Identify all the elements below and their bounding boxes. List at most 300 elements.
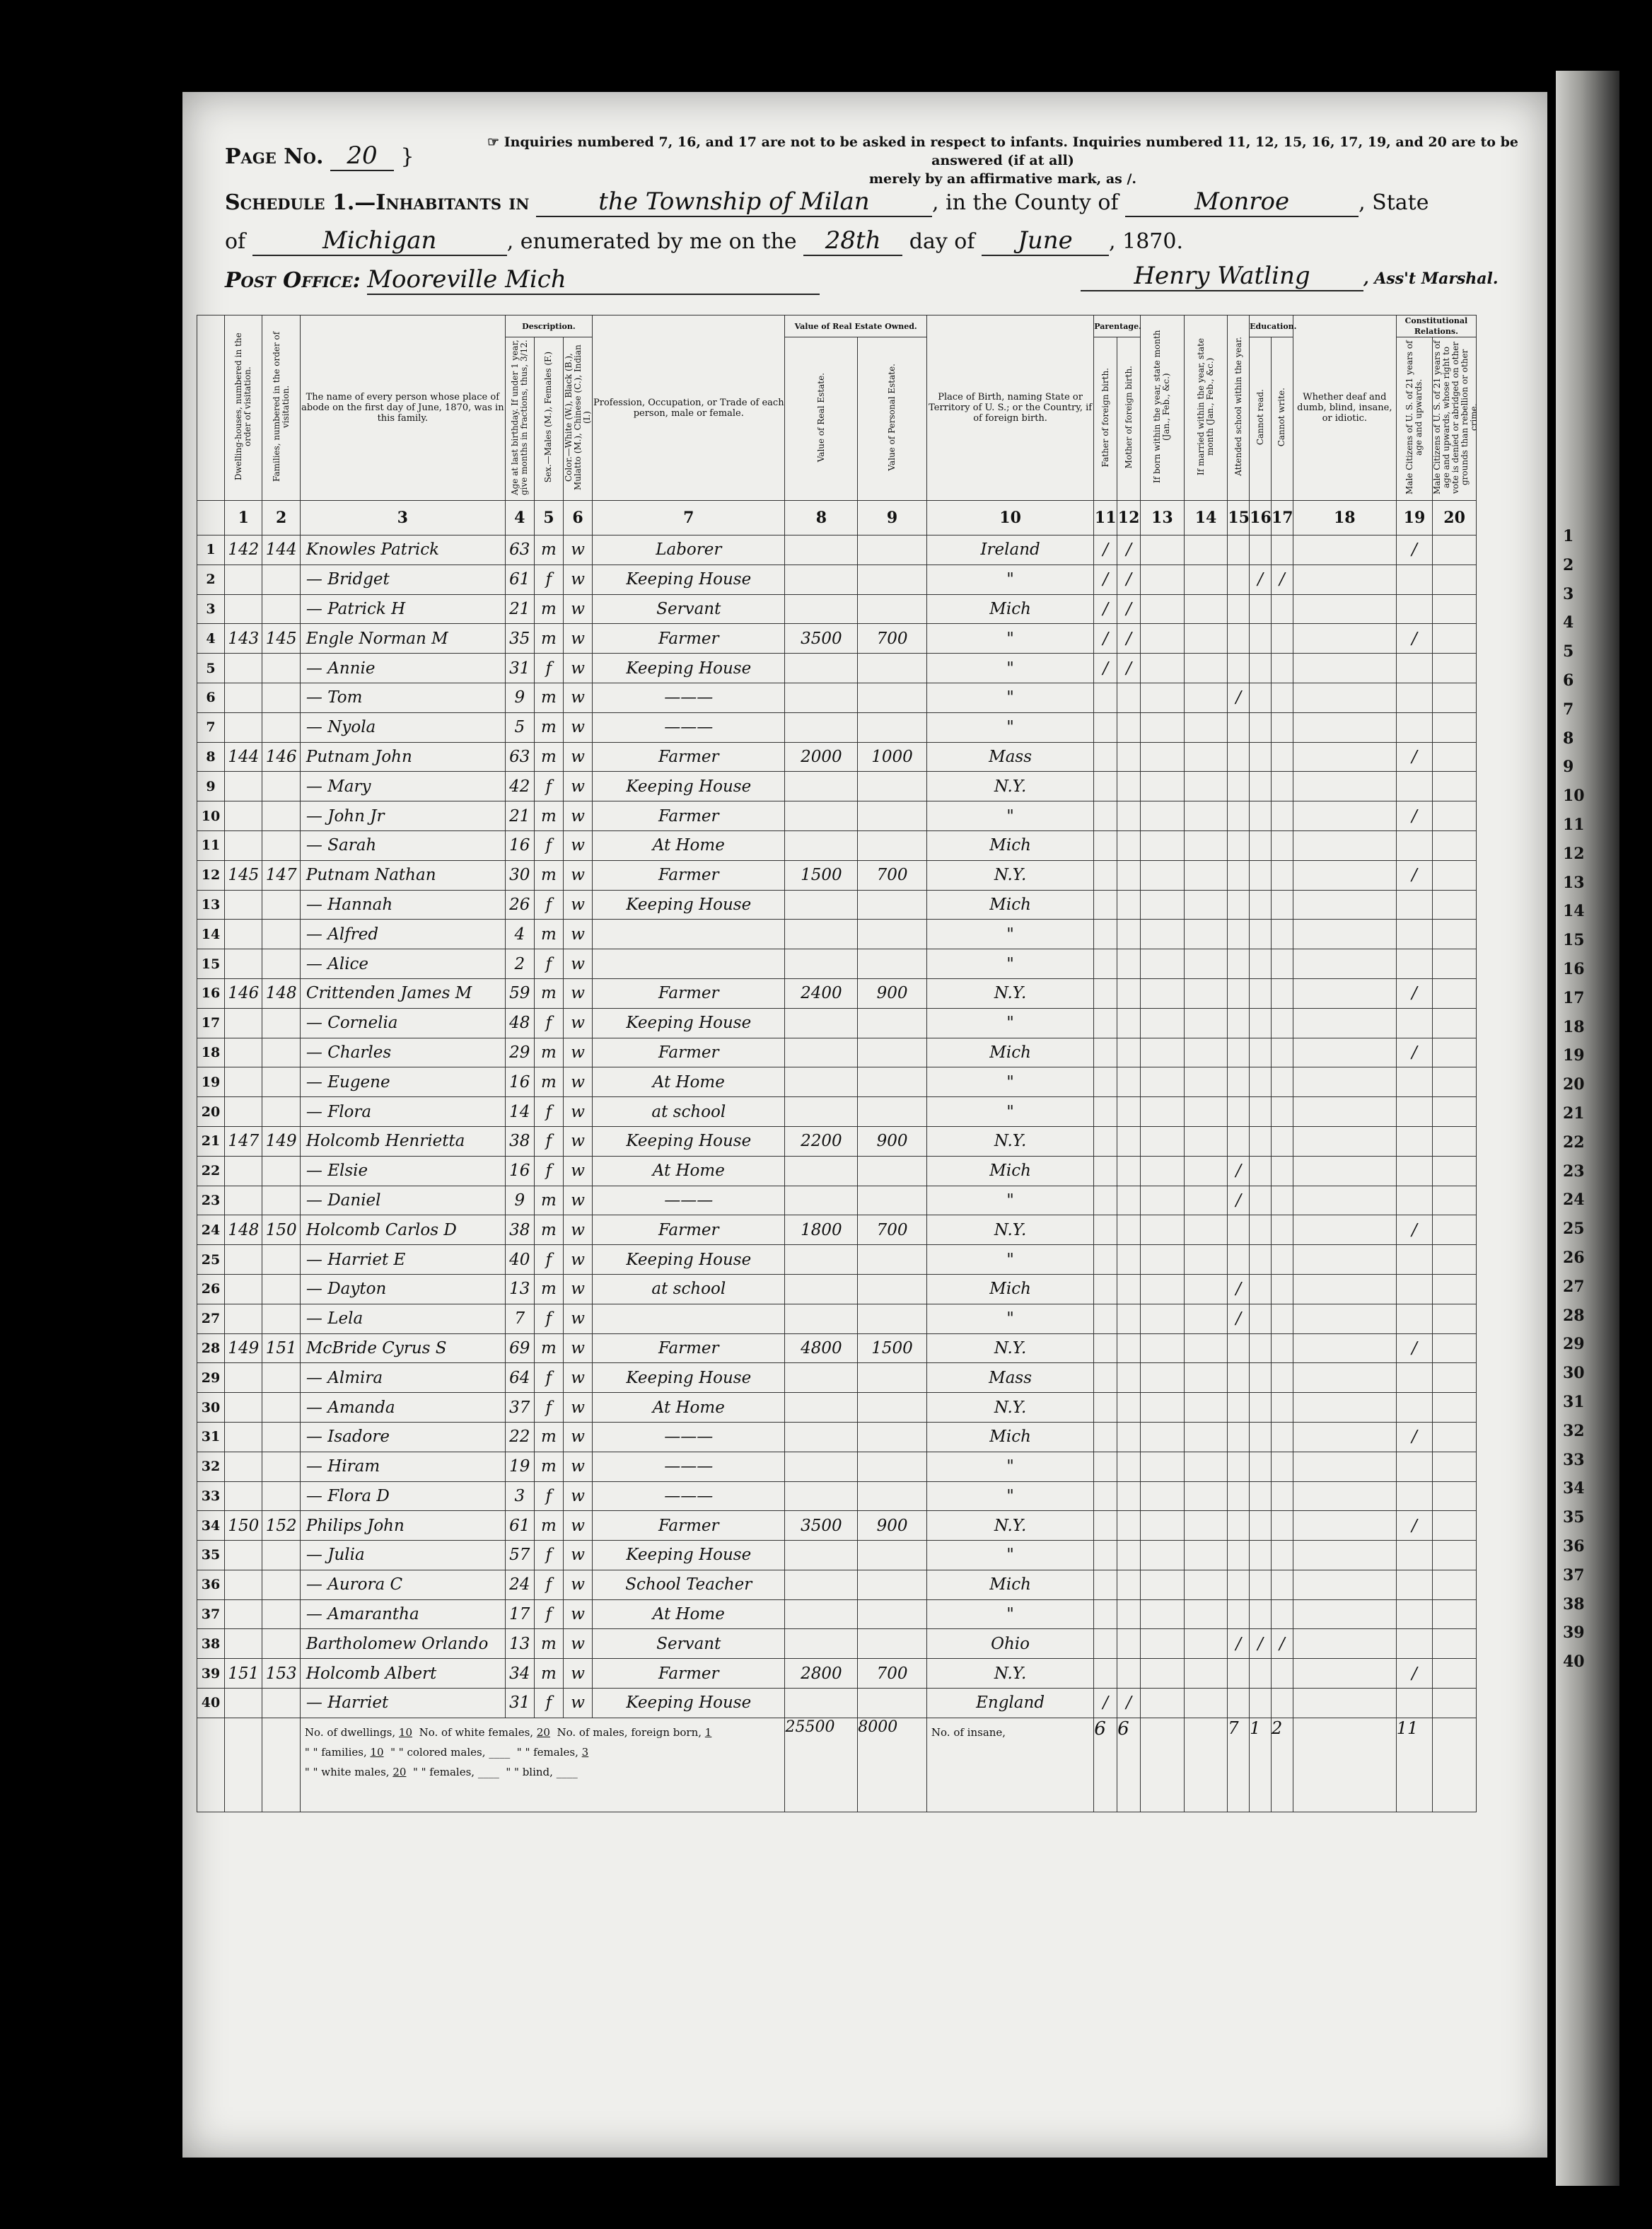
male-citizen bbox=[1396, 1570, 1432, 1599]
vote-denied bbox=[1433, 683, 1477, 712]
married-in-year bbox=[1184, 1363, 1228, 1393]
vote-denied bbox=[1433, 1689, 1477, 1718]
real-estate-value: 2000 bbox=[785, 742, 858, 772]
post-office: Mooreville Mich bbox=[367, 265, 820, 295]
age: 29 bbox=[505, 1038, 534, 1067]
col-number: 5 bbox=[534, 501, 563, 535]
adjacent-line-number: 18 bbox=[1563, 1017, 1585, 1036]
person-name: — Alfred bbox=[300, 920, 505, 949]
person-name: — Harriet bbox=[300, 1689, 505, 1718]
born-in-year bbox=[1141, 535, 1185, 565]
cannot-read bbox=[1250, 742, 1272, 772]
attended-school bbox=[1228, 624, 1250, 654]
attended-school bbox=[1228, 1541, 1250, 1570]
disability bbox=[1293, 535, 1396, 565]
disability bbox=[1293, 801, 1396, 831]
born-in-year bbox=[1141, 654, 1185, 683]
cannot-write bbox=[1272, 624, 1293, 654]
family-number bbox=[262, 594, 300, 624]
table-row bbox=[197, 1186, 1477, 1215]
sex: f bbox=[534, 949, 563, 979]
father-foreign bbox=[1094, 1245, 1117, 1275]
color: w bbox=[563, 1333, 592, 1363]
cannot-write bbox=[1272, 1038, 1293, 1067]
occupation: Farmer bbox=[593, 742, 785, 772]
person-name: — Julia bbox=[300, 1541, 505, 1570]
age: 14 bbox=[505, 1097, 534, 1127]
father-foreign bbox=[1094, 860, 1117, 890]
disability bbox=[1293, 1570, 1396, 1599]
color: w bbox=[563, 772, 592, 801]
mother-foreign bbox=[1117, 1097, 1141, 1127]
birthplace: " bbox=[926, 1599, 1093, 1629]
age: 40 bbox=[505, 1245, 534, 1275]
color: w bbox=[563, 860, 592, 890]
personal-estate-value bbox=[858, 830, 927, 860]
birthplace: " bbox=[926, 801, 1093, 831]
line-number: 34 bbox=[197, 1511, 225, 1541]
male-citizen bbox=[1396, 949, 1432, 979]
person-name: — Almira bbox=[300, 1363, 505, 1393]
dwelling-number bbox=[225, 949, 262, 979]
occupation: Keeping House bbox=[593, 1245, 785, 1275]
family-number bbox=[262, 1393, 300, 1423]
county-label: , in the County of bbox=[932, 190, 1119, 215]
state-label: , State bbox=[1359, 190, 1429, 215]
mother-foreign bbox=[1117, 1067, 1141, 1097]
person-name: — Lela bbox=[300, 1304, 505, 1333]
family-number bbox=[262, 1274, 300, 1304]
line-number: 25 bbox=[197, 1245, 225, 1275]
vote-denied bbox=[1433, 1659, 1477, 1689]
married-in-year bbox=[1184, 1570, 1228, 1599]
adjacent-line-number: 21 bbox=[1563, 1104, 1585, 1123]
family-number bbox=[262, 772, 300, 801]
sex: m bbox=[534, 535, 563, 565]
disability bbox=[1293, 683, 1396, 712]
vote-denied bbox=[1433, 772, 1477, 801]
birthplace: N.Y. bbox=[926, 978, 1093, 1008]
sex: f bbox=[534, 1008, 563, 1038]
col-9-header: Value of Personal Estate. bbox=[858, 337, 927, 501]
attended-school bbox=[1228, 1038, 1250, 1067]
total-school: 7 bbox=[1228, 1718, 1250, 1812]
occupation: ——— bbox=[593, 1452, 785, 1481]
real-estate-value bbox=[785, 1452, 858, 1481]
person-name: — Elsie bbox=[300, 1156, 505, 1186]
cannot-read bbox=[1250, 772, 1272, 801]
table-row bbox=[197, 742, 1477, 772]
real-estate-value bbox=[785, 1393, 858, 1423]
cannot-write bbox=[1272, 1659, 1293, 1689]
family-number: 153 bbox=[262, 1659, 300, 1689]
real-estate-value bbox=[785, 1097, 858, 1127]
table-row bbox=[197, 565, 1477, 594]
cannot-write bbox=[1272, 1304, 1293, 1333]
male-citizen bbox=[1396, 1245, 1432, 1275]
table-row bbox=[197, 890, 1477, 920]
dwelling-number bbox=[225, 1156, 262, 1186]
sex: m bbox=[534, 1186, 563, 1215]
mother-foreign bbox=[1117, 1333, 1141, 1363]
color: w bbox=[563, 535, 592, 565]
real-estate-value bbox=[785, 772, 858, 801]
table-row bbox=[197, 1038, 1477, 1067]
disability bbox=[1293, 1481, 1396, 1511]
father-foreign bbox=[1094, 1333, 1117, 1363]
father-foreign bbox=[1094, 1186, 1117, 1215]
disability bbox=[1293, 1008, 1396, 1038]
adjacent-line-number: 40 bbox=[1563, 1652, 1585, 1672]
married-in-year bbox=[1184, 1038, 1228, 1067]
male-citizen: / bbox=[1396, 535, 1432, 565]
description-group-header: Description. bbox=[505, 315, 592, 337]
male-citizen bbox=[1396, 1452, 1432, 1481]
person-name: — Nyola bbox=[300, 712, 505, 742]
birthplace: " bbox=[926, 683, 1093, 712]
mother-foreign bbox=[1117, 978, 1141, 1008]
attended-school bbox=[1228, 1393, 1250, 1423]
col-number: 3 bbox=[300, 501, 505, 535]
adjacent-line-number: 23 bbox=[1563, 1162, 1585, 1181]
birthplace: Mass bbox=[926, 1363, 1093, 1393]
occupation: ——— bbox=[593, 1422, 785, 1452]
col-number: 14 bbox=[1184, 501, 1228, 535]
line-number: 3 bbox=[197, 594, 225, 624]
real-estate-value: 1800 bbox=[785, 1215, 858, 1245]
cannot-write bbox=[1272, 1156, 1293, 1186]
cannot-read bbox=[1250, 1333, 1272, 1363]
birthplace: " bbox=[926, 1541, 1093, 1570]
vote-denied bbox=[1433, 830, 1477, 860]
mother-foreign bbox=[1117, 830, 1141, 860]
real-estate-value bbox=[785, 1599, 858, 1629]
person-name: McBride Cyrus S bbox=[300, 1333, 505, 1363]
male-citizen: / bbox=[1396, 978, 1432, 1008]
personal-estate-value bbox=[858, 1689, 927, 1718]
line-number: 23 bbox=[197, 1186, 225, 1215]
line-number: 1 bbox=[197, 535, 225, 565]
sex: m bbox=[534, 594, 563, 624]
dwelling-number bbox=[225, 1481, 262, 1511]
col-number: 7 bbox=[593, 501, 785, 535]
occupation: Keeping House bbox=[593, 772, 785, 801]
cannot-write bbox=[1272, 712, 1293, 742]
line-number: 22 bbox=[197, 1156, 225, 1186]
person-name: — Mary bbox=[300, 772, 505, 801]
family-number bbox=[262, 1481, 300, 1511]
occupation: Servant bbox=[593, 594, 785, 624]
cannot-write: / bbox=[1272, 1629, 1293, 1659]
color: w bbox=[563, 624, 592, 654]
mother-foreign bbox=[1117, 1304, 1141, 1333]
born-in-year bbox=[1141, 1541, 1185, 1570]
age: 7 bbox=[505, 1304, 534, 1333]
line-number: 27 bbox=[197, 1304, 225, 1333]
age: 64 bbox=[505, 1363, 534, 1393]
page-number: 20 bbox=[330, 141, 394, 171]
attended-school bbox=[1228, 830, 1250, 860]
personal-estate-value: 1000 bbox=[858, 742, 927, 772]
occupation: At Home bbox=[593, 830, 785, 860]
born-in-year bbox=[1141, 1422, 1185, 1452]
attended-school bbox=[1228, 1659, 1250, 1689]
cannot-read bbox=[1250, 1393, 1272, 1423]
family-number bbox=[262, 683, 300, 712]
male-citizen bbox=[1396, 683, 1432, 712]
person-name: — John Jr bbox=[300, 801, 505, 831]
line-number: 31 bbox=[197, 1422, 225, 1452]
dwelling-number: 145 bbox=[225, 860, 262, 890]
real-estate-value bbox=[785, 654, 858, 683]
mother-foreign bbox=[1117, 890, 1141, 920]
occupation: Keeping House bbox=[593, 1689, 785, 1718]
disability bbox=[1293, 565, 1396, 594]
color: w bbox=[563, 1570, 592, 1599]
adjacent-page-edge bbox=[1556, 71, 1619, 2186]
mother-foreign bbox=[1117, 1215, 1141, 1245]
male-citizen bbox=[1396, 594, 1432, 624]
born-in-year bbox=[1141, 1629, 1185, 1659]
married-in-year bbox=[1184, 742, 1228, 772]
father-foreign bbox=[1094, 1452, 1117, 1481]
line-number: 21 bbox=[197, 1126, 225, 1156]
mother-foreign bbox=[1117, 860, 1141, 890]
cannot-write bbox=[1272, 890, 1293, 920]
line-number: 29 bbox=[197, 1363, 225, 1393]
real-estate-value bbox=[785, 565, 858, 594]
table-row bbox=[197, 1156, 1477, 1186]
vote-denied bbox=[1433, 654, 1477, 683]
dwelling-number: 144 bbox=[225, 742, 262, 772]
disability bbox=[1293, 1511, 1396, 1541]
adjacent-line-number: 30 bbox=[1563, 1364, 1585, 1383]
col-10-header: Place of Birth, naming State or Territory of U. S.; or the Country, if of foreign birth. bbox=[926, 315, 1093, 501]
line-number: 4 bbox=[197, 624, 225, 654]
table-row bbox=[197, 654, 1477, 683]
mother-foreign bbox=[1117, 1126, 1141, 1156]
person-name: Holcomb Albert bbox=[300, 1659, 505, 1689]
person-name: — Alice bbox=[300, 949, 505, 979]
color: w bbox=[563, 1186, 592, 1215]
adjacent-line-number: 29 bbox=[1563, 1335, 1585, 1354]
mother-foreign bbox=[1117, 742, 1141, 772]
male-citizen bbox=[1396, 1689, 1432, 1718]
personal-estate-value: 900 bbox=[858, 1126, 927, 1156]
marshal-signature: Henry Watling bbox=[1081, 262, 1363, 291]
cannot-write bbox=[1272, 1422, 1293, 1452]
cannot-read bbox=[1250, 860, 1272, 890]
age: 42 bbox=[505, 772, 534, 801]
personal-estate-value: 900 bbox=[858, 978, 927, 1008]
disability bbox=[1293, 772, 1396, 801]
cannot-write bbox=[1272, 801, 1293, 831]
occupation: Farmer bbox=[593, 1511, 785, 1541]
cannot-read bbox=[1250, 683, 1272, 712]
person-name: — Hannah bbox=[300, 890, 505, 920]
line-number: 36 bbox=[197, 1570, 225, 1599]
born-in-year bbox=[1141, 1363, 1185, 1393]
male-citizen bbox=[1396, 1541, 1432, 1570]
vote-denied bbox=[1433, 1452, 1477, 1481]
married-in-year bbox=[1184, 1274, 1228, 1304]
married-in-year bbox=[1184, 1067, 1228, 1097]
occupation: Keeping House bbox=[593, 1126, 785, 1156]
real-estate-group-header: Value of Real Estate Owned. bbox=[785, 315, 926, 337]
disability bbox=[1293, 1541, 1396, 1570]
cannot-write bbox=[1272, 772, 1293, 801]
cannot-read bbox=[1250, 535, 1272, 565]
mother-foreign bbox=[1117, 801, 1141, 831]
born-in-year bbox=[1141, 890, 1185, 920]
personal-estate-value bbox=[858, 1629, 927, 1659]
attended-school bbox=[1228, 1689, 1250, 1718]
state: Michigan bbox=[252, 226, 507, 256]
birthplace: Mich bbox=[926, 1570, 1093, 1599]
person-name: Holcomb Carlos D bbox=[300, 1215, 505, 1245]
attended-school bbox=[1228, 1363, 1250, 1393]
dwelling-number bbox=[225, 801, 262, 831]
birthplace: " bbox=[926, 712, 1093, 742]
married-in-year bbox=[1184, 949, 1228, 979]
dwelling-number: 148 bbox=[225, 1215, 262, 1245]
adjacent-line-number: 7 bbox=[1563, 700, 1574, 719]
col-number: 20 bbox=[1433, 501, 1477, 535]
person-name: — Charles bbox=[300, 1038, 505, 1067]
real-estate-value: 3500 bbox=[785, 1511, 858, 1541]
col-number: 19 bbox=[1396, 501, 1432, 535]
age: 16 bbox=[505, 1067, 534, 1097]
color: w bbox=[563, 1156, 592, 1186]
born-in-year bbox=[1141, 1008, 1185, 1038]
sex: f bbox=[534, 1541, 563, 1570]
line-number: 39 bbox=[197, 1659, 225, 1689]
personal-estate-value bbox=[858, 1008, 927, 1038]
disability bbox=[1293, 1393, 1396, 1423]
adjacent-line-number: 8 bbox=[1563, 729, 1574, 748]
cannot-read bbox=[1250, 1215, 1272, 1245]
cannot-write bbox=[1272, 1333, 1293, 1363]
color: w bbox=[563, 1097, 592, 1127]
vote-denied bbox=[1433, 920, 1477, 949]
cannot-read bbox=[1250, 1245, 1272, 1275]
birthplace: Ohio bbox=[926, 1629, 1093, 1659]
cannot-write bbox=[1272, 978, 1293, 1008]
birthplace: Ireland bbox=[926, 535, 1093, 565]
personal-estate-value bbox=[858, 565, 927, 594]
occupation: School Teacher bbox=[593, 1570, 785, 1599]
attended-school bbox=[1228, 565, 1250, 594]
personal-estate-value bbox=[858, 801, 927, 831]
attended-school bbox=[1228, 1067, 1250, 1097]
adjacent-line-number: 34 bbox=[1563, 1479, 1585, 1498]
color: w bbox=[563, 712, 592, 742]
education-group-header: Education. bbox=[1250, 315, 1293, 337]
disability bbox=[1293, 1245, 1396, 1275]
real-estate-value bbox=[785, 830, 858, 860]
adjacent-line-number: 26 bbox=[1563, 1249, 1585, 1267]
disability bbox=[1293, 860, 1396, 890]
married-in-year bbox=[1184, 1186, 1228, 1215]
born-in-year bbox=[1141, 1570, 1185, 1599]
adjacent-line-number: 25 bbox=[1563, 1220, 1585, 1239]
dwelling-number bbox=[225, 1038, 262, 1067]
occupation: Farmer bbox=[593, 1659, 785, 1689]
line-number: 20 bbox=[197, 1097, 225, 1127]
adjacent-line-number: 4 bbox=[1563, 613, 1574, 632]
color: w bbox=[563, 1481, 592, 1511]
adjacent-line-number: 31 bbox=[1563, 1393, 1585, 1411]
cannot-read bbox=[1250, 1156, 1272, 1186]
real-estate-value: 2800 bbox=[785, 1659, 858, 1689]
sex: m bbox=[534, 1215, 563, 1245]
father-foreign: / bbox=[1094, 565, 1117, 594]
table-row bbox=[197, 920, 1477, 949]
person-name: — Amanda bbox=[300, 1393, 505, 1423]
table-row bbox=[197, 712, 1477, 742]
family-number bbox=[262, 920, 300, 949]
dwelling-number: 150 bbox=[225, 1511, 262, 1541]
line-number: 8 bbox=[197, 742, 225, 772]
age: 16 bbox=[505, 830, 534, 860]
vote-denied bbox=[1433, 978, 1477, 1008]
personal-estate-value bbox=[858, 1097, 927, 1127]
line-number: 30 bbox=[197, 1393, 225, 1423]
dwelling-number bbox=[225, 1629, 262, 1659]
cannot-read bbox=[1250, 1008, 1272, 1038]
cannot-read bbox=[1250, 801, 1272, 831]
person-name: Holcomb Henrietta bbox=[300, 1126, 505, 1156]
dwelling-number bbox=[225, 565, 262, 594]
line-number: 11 bbox=[197, 830, 225, 860]
line-number: 14 bbox=[197, 920, 225, 949]
color: w bbox=[563, 978, 592, 1008]
age: 22 bbox=[505, 1422, 534, 1452]
occupation: Servant bbox=[593, 1629, 785, 1659]
married-in-year bbox=[1184, 712, 1228, 742]
married-in-year bbox=[1184, 1599, 1228, 1629]
born-in-year bbox=[1141, 772, 1185, 801]
vote-denied bbox=[1433, 712, 1477, 742]
real-estate-value: 3500 bbox=[785, 624, 858, 654]
age: 30 bbox=[505, 860, 534, 890]
male-citizen: / bbox=[1396, 624, 1432, 654]
col-18-header: Whether deaf and dumb, blind, insane, or idiotic. bbox=[1293, 315, 1396, 501]
occupation: Laborer bbox=[593, 535, 785, 565]
birthplace: Mich bbox=[926, 830, 1093, 860]
father-foreign bbox=[1094, 1511, 1117, 1541]
color: w bbox=[563, 1422, 592, 1452]
married-in-year bbox=[1184, 624, 1228, 654]
line-number: 26 bbox=[197, 1274, 225, 1304]
col-number: 17 bbox=[1272, 501, 1293, 535]
real-estate-value bbox=[785, 1422, 858, 1452]
father-foreign bbox=[1094, 683, 1117, 712]
married-in-year bbox=[1184, 1126, 1228, 1156]
sex: f bbox=[534, 1304, 563, 1333]
family-number: 149 bbox=[262, 1126, 300, 1156]
real-estate-value bbox=[785, 949, 858, 979]
sex: m bbox=[534, 624, 563, 654]
married-in-year bbox=[1184, 1245, 1228, 1275]
father-foreign bbox=[1094, 1570, 1117, 1599]
adjacent-line-number: 24 bbox=[1563, 1191, 1585, 1210]
vote-denied bbox=[1433, 1570, 1477, 1599]
sex: m bbox=[534, 1422, 563, 1452]
personal-estate-value bbox=[858, 1422, 927, 1452]
sex: m bbox=[534, 860, 563, 890]
male-citizen bbox=[1396, 1599, 1432, 1629]
